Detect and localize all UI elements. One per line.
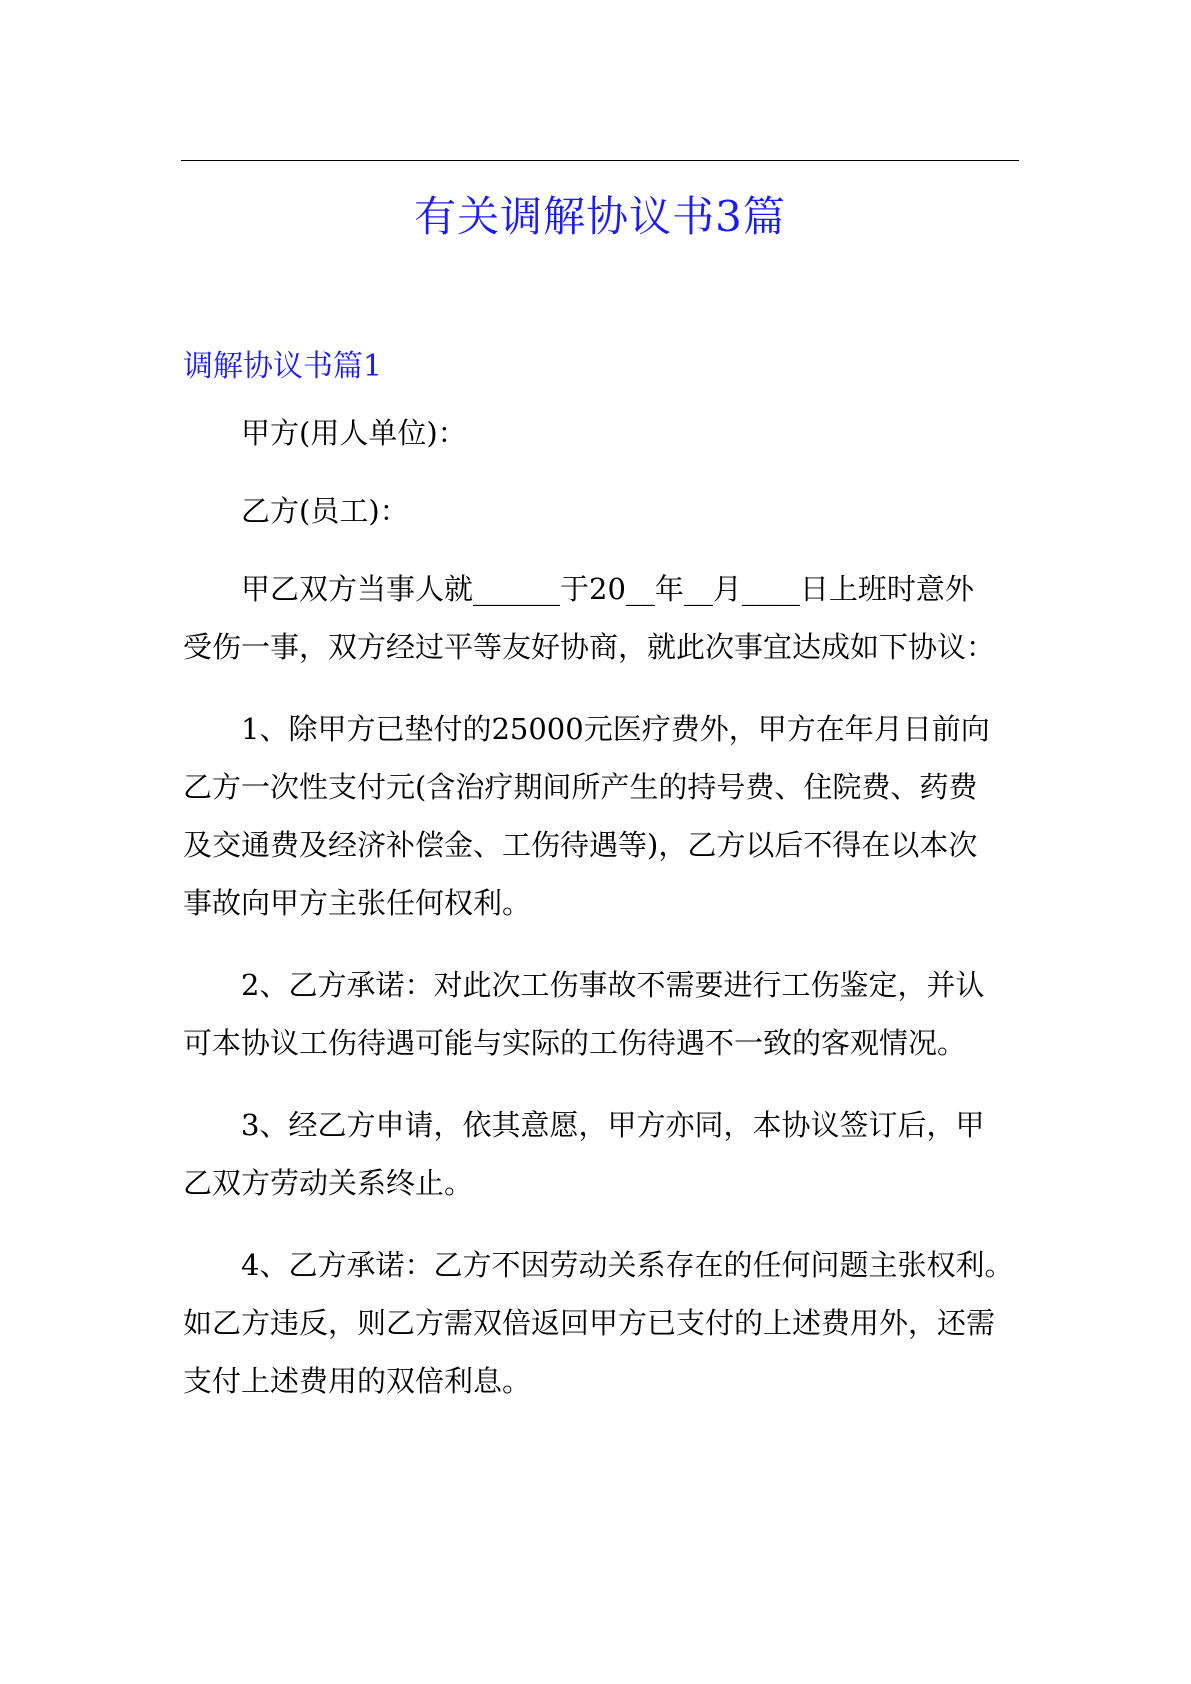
item1-line-4: 事故向甲方主张任何权利。 — [183, 886, 532, 920]
intro-line-2: 受伤一事，双方经过平等友好协商，就此次事宜达成如下协议： — [183, 630, 996, 664]
header-rule — [181, 160, 1019, 161]
item3-line-2: 乙双方劳动关系终止。 — [183, 1166, 474, 1200]
item1-line-3: 及交通费及经济补偿金、工伤待遇等)，乙方以后不得在以本次 — [183, 828, 978, 862]
item4-line-2: 如乙方违反，则乙方需双倍返回甲方已支付的上述费用外，还需 — [183, 1306, 996, 1340]
document-title: 有关调解协议书3篇 — [414, 192, 786, 241]
item4-line-1: 4、乙方承诺：乙方不因劳动关系存在的任何问题主张权利。 — [241, 1248, 1014, 1282]
item1-line-1: 1、除甲方已垫付的25000元医疗费外，甲方在年月日前向 — [241, 712, 990, 746]
item1-line-2: 乙方一次性支付元(含治疗期间所产生的持号费、住院费、药费 — [183, 770, 978, 804]
item2-line-1: 2、乙方承诺：对此次工伤事故不需要进行工伤鉴定，并认 — [241, 968, 985, 1002]
intro-line-1: 甲乙双方当事人就______于20__年__月____日上班时意外 — [241, 572, 974, 606]
item4-line-3: 支付上述费用的双倍利息。 — [183, 1364, 532, 1398]
item2-line-2: 可本协议工伤待遇可能与实际的工伤待遇不一致的客观情况。 — [183, 1026, 967, 1060]
party-b-line: 乙方(员工)： — [241, 494, 409, 528]
item3-line-1: 3、经乙方申请，依其意愿，甲方亦同，本协议签订后，甲 — [241, 1108, 985, 1142]
party-a-line: 甲方(用人单位)： — [241, 416, 467, 450]
section-heading: 调解协议书篇1 — [183, 349, 383, 384]
